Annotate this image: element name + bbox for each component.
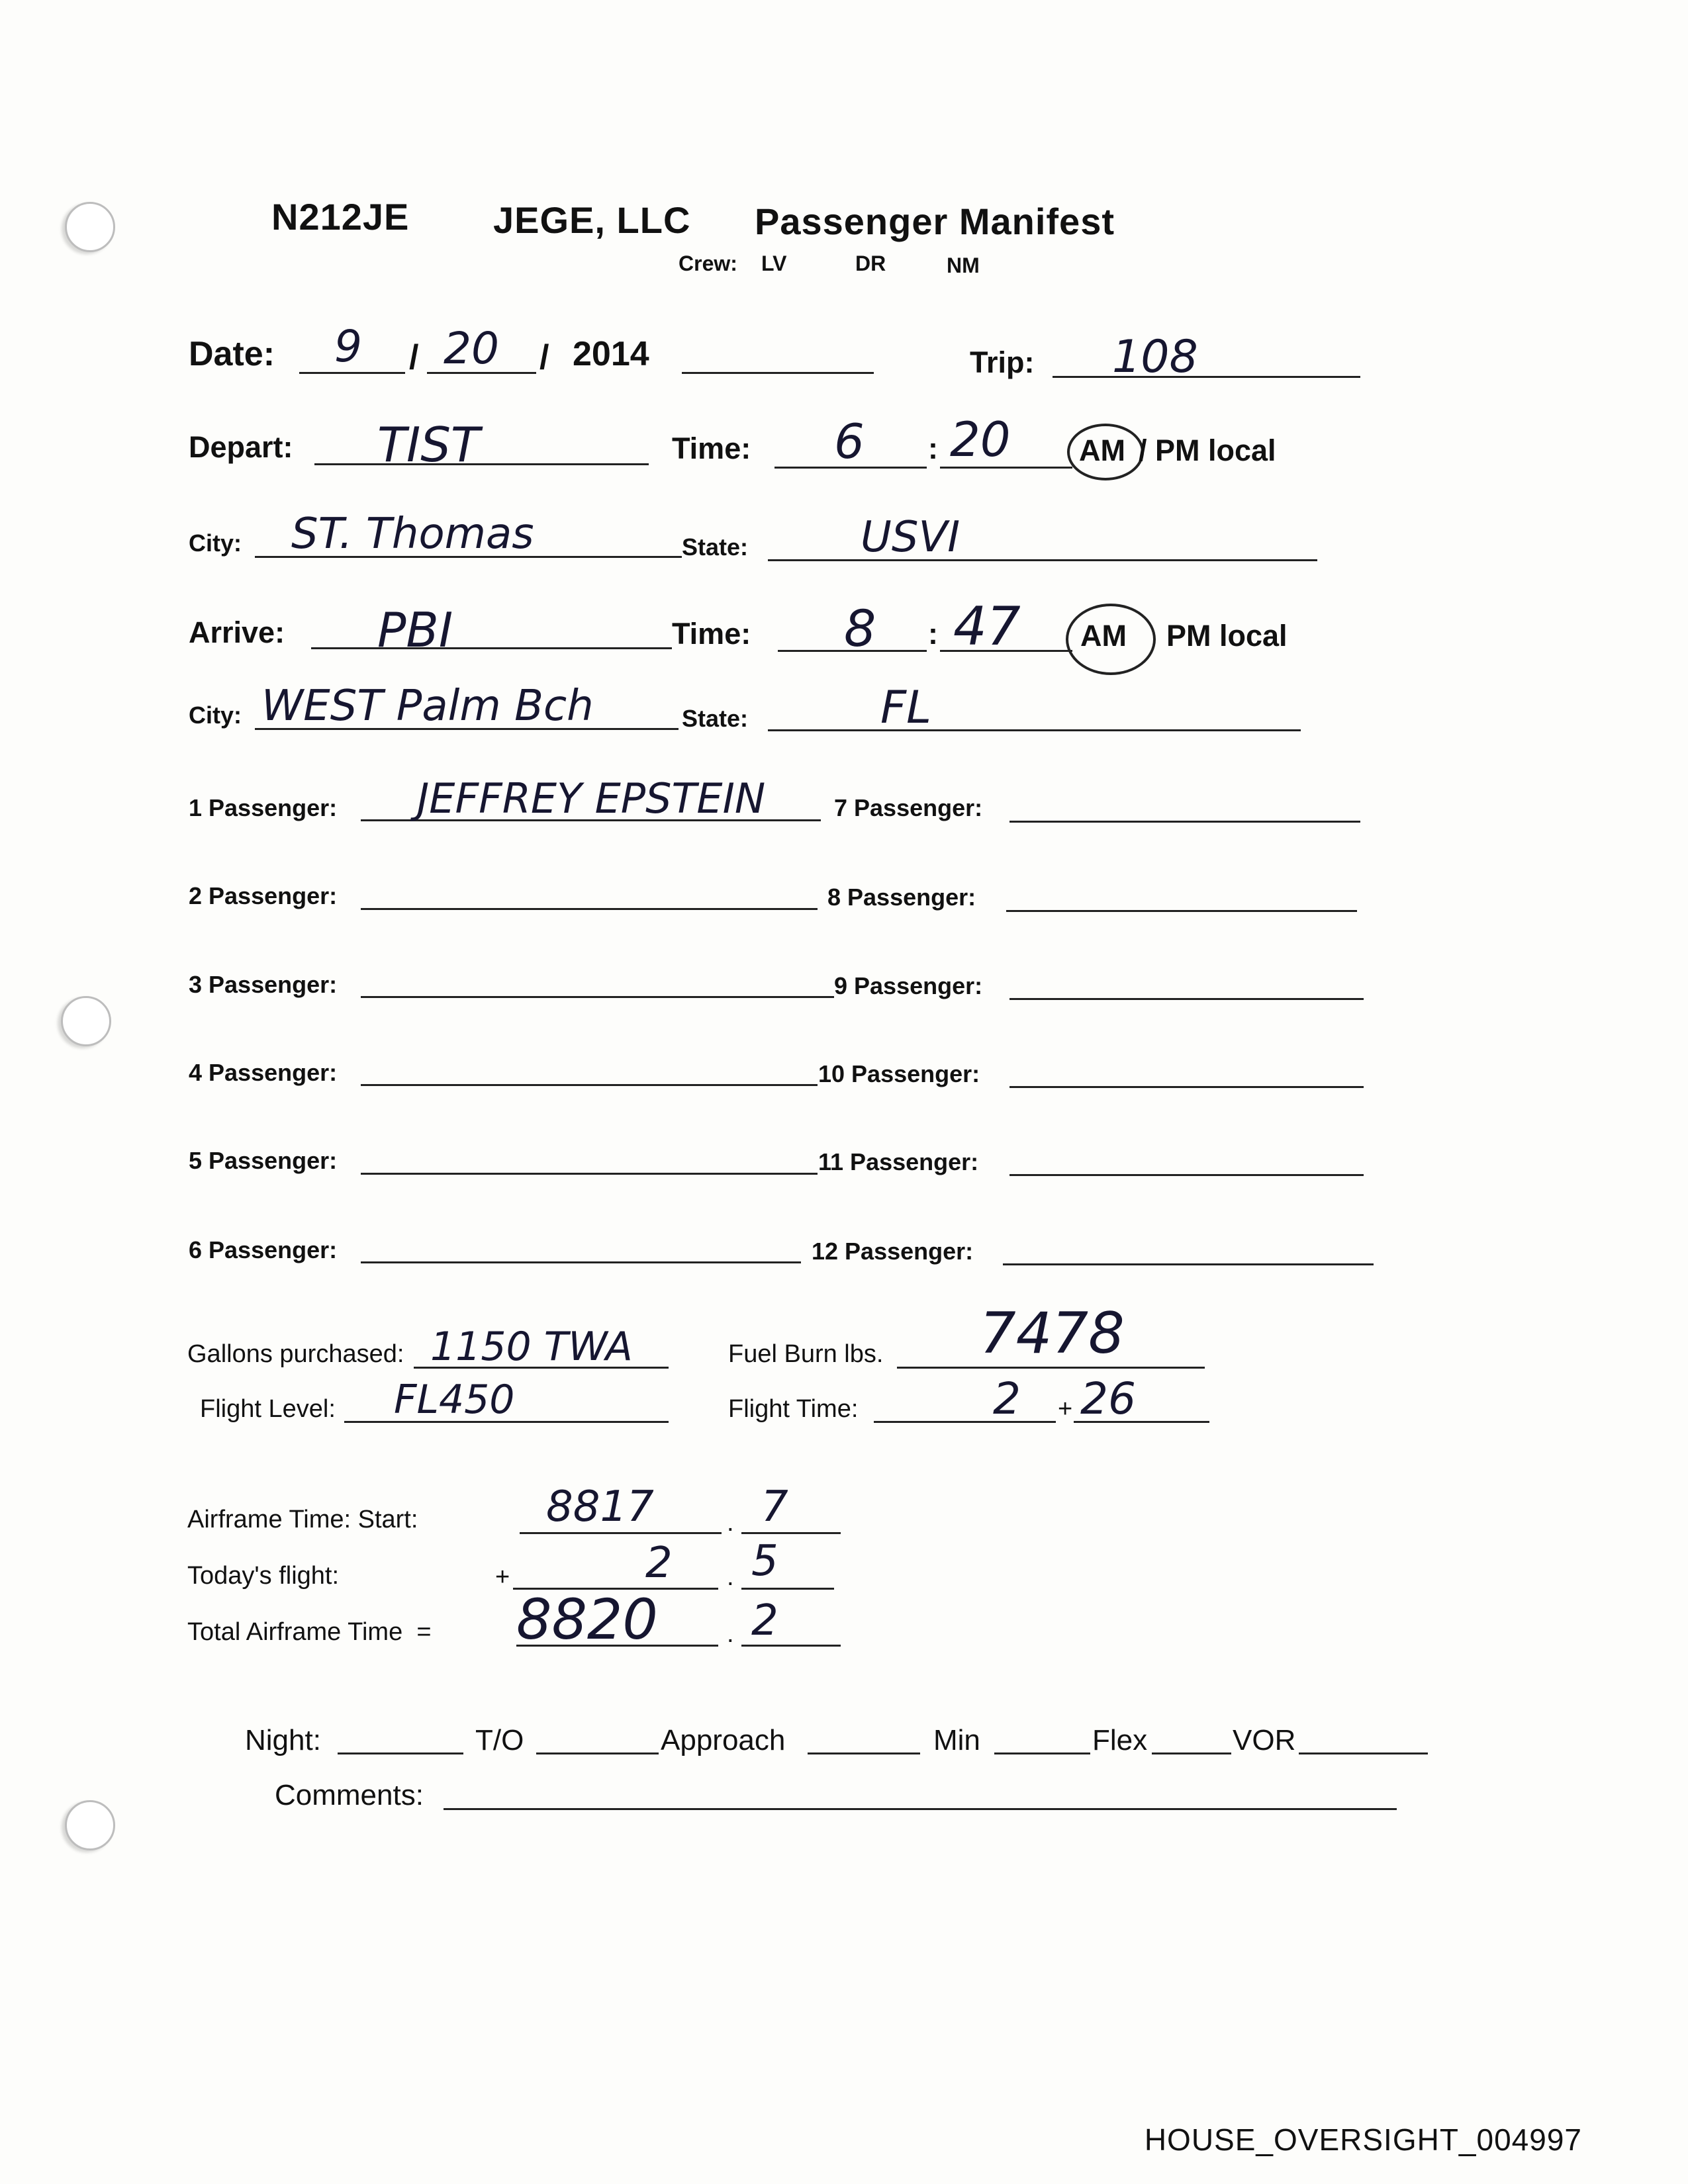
total-dot: . bbox=[727, 1620, 734, 1648]
crew-1: LV bbox=[761, 251, 787, 275]
passenger-7-line bbox=[1009, 821, 1360, 823]
depart-line bbox=[314, 463, 649, 465]
arrive-city-value: WEST Palm Bch bbox=[261, 682, 594, 731]
arrive-value: PBI bbox=[377, 602, 453, 658]
passenger-2-label: 2 Passenger: bbox=[189, 882, 338, 909]
passenger-6-label: 6 Passenger: bbox=[189, 1236, 338, 1263]
date-month-value: 9 bbox=[334, 321, 362, 372]
punch-hole-top bbox=[65, 202, 115, 252]
depart-state-label: State: bbox=[682, 533, 749, 561]
total-tenth-value: 2 bbox=[751, 1596, 778, 1645]
company-name: JEGE, LLC bbox=[493, 199, 691, 241]
total-airframe-label: Total Airframe Time = bbox=[187, 1618, 432, 1646]
depart-state-line bbox=[768, 559, 1317, 561]
flex-label: Flex bbox=[1092, 1724, 1148, 1756]
passenger-8-line bbox=[1006, 910, 1357, 912]
passenger-3-line bbox=[361, 996, 834, 998]
todays-tenth-line bbox=[741, 1588, 834, 1590]
arrive-min-value: 47 bbox=[953, 596, 1021, 657]
airframe-start-label: Airframe Time: Start: bbox=[187, 1506, 418, 1533]
todays-flight-label: Today's flight: bbox=[187, 1562, 340, 1590]
depart-time-colon: : bbox=[928, 432, 938, 465]
passenger-2-line bbox=[361, 908, 818, 910]
passenger-1-label: 1 Passenger: bbox=[189, 794, 338, 821]
comments-line bbox=[444, 1808, 1397, 1810]
vor-label: VOR bbox=[1233, 1724, 1296, 1756]
tail-number: N212JE bbox=[271, 196, 410, 238]
flex-line bbox=[1152, 1752, 1231, 1754]
airframe-start-tenth-value: 7 bbox=[761, 1482, 788, 1531]
passenger-10-label: 10 Passenger: bbox=[818, 1060, 980, 1087]
night-label: Night: bbox=[245, 1724, 321, 1756]
punch-hole-bottom bbox=[65, 1800, 115, 1850]
arrive-time-label: Time: bbox=[672, 617, 751, 651]
flight-time-plus: + bbox=[1058, 1395, 1073, 1423]
airframe-start-dot: . bbox=[727, 1509, 734, 1537]
arrive-time-colon: : bbox=[928, 617, 938, 651]
arrive-pm-local: PM local bbox=[1166, 619, 1288, 653]
airframe-start-whole-line bbox=[520, 1532, 722, 1534]
passenger-11-label: 11 Passenger: bbox=[818, 1148, 979, 1175]
flight-time-hours-value: 2 bbox=[993, 1373, 1021, 1424]
trip-label: Trip: bbox=[970, 345, 1035, 379]
todays-whole-value: 2 bbox=[645, 1539, 673, 1588]
passenger-8-label: 8 Passenger: bbox=[827, 884, 976, 911]
passenger-5-line bbox=[361, 1173, 818, 1175]
arrive-hour-value: 8 bbox=[844, 599, 876, 658]
depart-time-label: Time: bbox=[672, 432, 751, 465]
trip-line bbox=[1053, 376, 1360, 378]
vor-line bbox=[1299, 1752, 1428, 1754]
crew-label: Crew: bbox=[679, 251, 737, 275]
crew-3: NM bbox=[947, 253, 980, 277]
bates-number: HOUSE_OVERSIGHT_004997 bbox=[1144, 2122, 1582, 2157]
date-slash-2: / bbox=[539, 338, 549, 377]
depart-hour-value: 6 bbox=[834, 414, 865, 469]
depart-city-value: ST. Thomas bbox=[291, 510, 534, 559]
todays-tenth-value: 5 bbox=[751, 1537, 778, 1586]
total-whole-value: 8820 bbox=[516, 1587, 658, 1652]
passenger-12-line bbox=[1003, 1263, 1374, 1265]
passenger-3-label: 3 Passenger: bbox=[189, 971, 338, 998]
arrive-state-value: FL bbox=[880, 682, 931, 734]
date-slash-1: / bbox=[409, 338, 419, 377]
flight-time-label: Flight Time: bbox=[728, 1395, 859, 1423]
airframe-start-whole-value: 8817 bbox=[546, 1482, 654, 1531]
passenger-7-label: 7 Passenger: bbox=[834, 794, 983, 821]
gallons-value: 1150 TWA bbox=[430, 1324, 633, 1370]
flight-level-value: FL450 bbox=[394, 1377, 515, 1423]
passenger-9-label: 9 Passenger: bbox=[834, 972, 983, 999]
depart-state-value: USVI bbox=[861, 513, 961, 562]
flight-time-mins-value: 26 bbox=[1080, 1373, 1136, 1424]
date-label: Date: bbox=[189, 335, 275, 373]
trip-value: 108 bbox=[1112, 331, 1198, 383]
passenger-4-line bbox=[361, 1084, 818, 1086]
arrive-state-line bbox=[768, 729, 1301, 731]
passenger-6-line bbox=[361, 1261, 801, 1263]
passenger-12-label: 12 Passenger: bbox=[812, 1238, 974, 1265]
punch-hole-middle bbox=[61, 996, 111, 1046]
depart-pm-local: / PM local bbox=[1139, 433, 1276, 467]
depart-label: Depart: bbox=[189, 430, 293, 464]
flight-time-hours-line bbox=[874, 1421, 1056, 1423]
arrive-line bbox=[311, 647, 672, 649]
passenger-10-line bbox=[1009, 1086, 1364, 1088]
flight-level-label: Flight Level: bbox=[200, 1395, 336, 1423]
passenger-9-line bbox=[1009, 998, 1364, 1000]
date-day-value: 20 bbox=[444, 323, 499, 374]
approach-line bbox=[808, 1752, 920, 1754]
arrive-label: Arrive: bbox=[189, 615, 285, 649]
min-line bbox=[994, 1752, 1090, 1754]
arrive-am: AM bbox=[1080, 619, 1127, 653]
to-line bbox=[536, 1752, 659, 1754]
passenger-4-label: 4 Passenger: bbox=[189, 1059, 338, 1086]
date-year-line bbox=[682, 372, 874, 374]
todays-flight-dot: . bbox=[727, 1563, 734, 1591]
airframe-start-tenth-line bbox=[741, 1532, 841, 1534]
approach-label: Approach bbox=[661, 1724, 786, 1756]
gallons-label: Gallons purchased: bbox=[187, 1340, 404, 1368]
fuel-burn-value: 7478 bbox=[980, 1300, 1125, 1367]
night-line bbox=[338, 1752, 463, 1754]
arrive-city-label: City: bbox=[189, 702, 242, 729]
date-year: 2014 bbox=[573, 335, 649, 373]
comments-label: Comments: bbox=[275, 1779, 424, 1811]
crew-2: DR bbox=[855, 251, 886, 275]
todays-flight-plus: + bbox=[495, 1563, 510, 1591]
to-label: T/O bbox=[475, 1724, 524, 1756]
fuel-burn-label: Fuel Burn lbs. bbox=[728, 1340, 884, 1368]
depart-value: TIST bbox=[377, 417, 480, 473]
depart-am: AM bbox=[1079, 433, 1125, 467]
min-label: Min bbox=[933, 1724, 980, 1756]
depart-min-value: 20 bbox=[950, 412, 1011, 467]
passenger-11-line bbox=[1009, 1174, 1364, 1176]
page-title: Passenger Manifest bbox=[755, 201, 1115, 242]
date-month-line bbox=[299, 372, 405, 374]
fuel-burn-line bbox=[897, 1367, 1205, 1369]
passenger-1-value: JEFFREY EPSTEIN bbox=[417, 774, 766, 823]
depart-city-label: City: bbox=[189, 529, 242, 557]
arrive-state-label: State: bbox=[682, 705, 749, 732]
passenger-5-label: 5 Passenger: bbox=[189, 1147, 338, 1174]
